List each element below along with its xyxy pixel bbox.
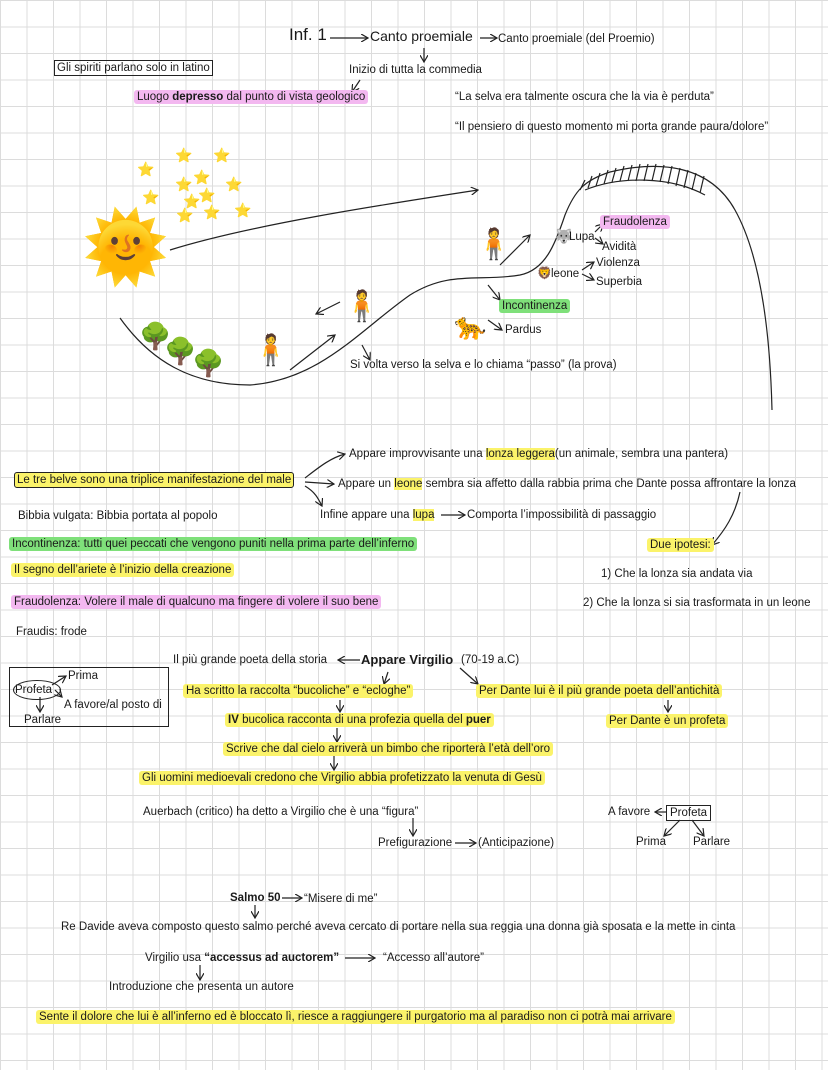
ariete-note: Il segno dell’ariete è l’inizio della creazione <box>11 563 234 577</box>
prefigurazione-note: Prefigurazione <box>378 837 453 849</box>
ipotesi-2: 2) Che la lonza si sia trasformata in un leone <box>583 597 811 609</box>
star-icon: ⭐ <box>142 189 160 205</box>
label-lupa: Lupa <box>569 231 595 243</box>
belve-lupa: Infine appare una lupa <box>320 509 435 521</box>
box-profeta: Profeta <box>15 684 53 696</box>
box-parlare: Parlare <box>24 714 62 726</box>
quote-selva: “La selva era talmente oscura che la via è perduta” <box>455 91 714 103</box>
box-favore: A favore/al posto di <box>64 699 162 711</box>
ipotesi-1: 1) Che la lonza sia andata via <box>601 568 753 580</box>
salmo-title: Salmo 50 <box>230 892 281 904</box>
medioevali-note: Gli uomini medioevali credono che Virgilio abbia profetizzato la venuta di Gesù <box>139 771 545 785</box>
arrow-rprofeta-prima <box>664 820 680 836</box>
arrow-rprofeta-parlare <box>692 820 704 836</box>
belve-main: Le tre belve sono una triplice manifestazione del male <box>14 472 294 488</box>
star-icon: ⭐ <box>234 202 252 218</box>
sun-icon: 🌞 <box>82 208 170 286</box>
leopard-icon: 🐆 <box>454 311 487 341</box>
star-icon: ⭐ <box>213 147 231 163</box>
dante-profeta-note: Per Dante è un profeta <box>606 714 728 728</box>
luogo-note: Luogo depresso dal punto di vista geologico <box>134 90 368 104</box>
appare-virgilio: Appare Virgilio <box>361 652 454 667</box>
right-favore: A favore <box>608 806 651 818</box>
arrow-lonza-ipotesi <box>712 492 740 545</box>
star-icon: ⭐ <box>225 176 243 192</box>
inizio-note: Inizio di tutta la commedia <box>349 64 482 76</box>
arrow-appare-dante <box>460 668 478 684</box>
arrow-leo-pardus <box>488 320 502 330</box>
bibbia-note: Bibbia vulgata: Bibbia portata al popolo <box>18 510 218 522</box>
person-icon: 🧍 <box>475 228 513 261</box>
star-icon: ⭐ <box>183 193 201 209</box>
tree-icon: 🌳 <box>164 336 197 366</box>
label-pardus: Pardus <box>505 324 542 336</box>
arrow-leone-sup <box>582 274 594 280</box>
iv-bucolica-note: IV bucolica racconta di una profezia quella del puer <box>225 713 494 727</box>
canto-detail: Canto proemiale (del Proemio) <box>498 33 655 45</box>
salmo-misere: “Misere di me” <box>304 893 378 905</box>
accesso-note: “Accesso all’autore” <box>383 952 484 964</box>
anticipazione-note: (Anticipazione) <box>478 837 555 849</box>
ipotesi-title: Due ipotesi: <box>647 538 714 552</box>
star-icon: ⭐ <box>175 147 193 163</box>
bimbo-note: Scrive che dal cielo arriverà un bimbo che riporterà l’età dell’oro <box>223 742 553 756</box>
wolf-icon: 🐺 <box>555 228 573 244</box>
si-volta-note: Si volta verso la selva e lo chiama “passo” (la prova) <box>350 359 617 371</box>
box-prima: Prima <box>68 670 99 682</box>
arrow-person-back <box>316 302 340 314</box>
arrow-belve-lupa <box>305 486 322 506</box>
davide-note: Re Davide aveva composto questo salmo perché aveva cercato di portare nella sua reggia una donna già sposata e la mette in cinta <box>61 921 736 933</box>
label-incontinenza: Incontinenza <box>499 299 570 313</box>
star-icon: ⭐ <box>198 187 216 203</box>
tree-icon: 🌳 <box>139 321 172 351</box>
auerbach-note: Auerbach (critico) ha detto a Virgilio che è una “figura” <box>143 806 419 818</box>
fraudolenza-def: Fraudolenza: Volere il male di qualcuno ma fingere di volere il suo bene <box>11 595 381 609</box>
label-violenza: Violenza <box>596 257 640 269</box>
star-icon: ⭐ <box>137 161 155 177</box>
spiriti-note: Gli spiriti parlano solo in latino <box>54 60 213 76</box>
sente-note: Sente il dolore che lui è all’inferno ed è bloccato lì, riesce a raggiungere il purgatorio ma al paradiso non ci potrà mai arrivare <box>36 1010 675 1024</box>
arrow-belve-leone <box>305 482 334 484</box>
person-icon: 🧍 <box>343 290 381 323</box>
incontinenza-def: Incontinenza: tutti quei peccati che vengono puniti nella prima parte dell’inferno <box>9 537 417 551</box>
fraudis-note: Fraudis: frode <box>16 626 87 638</box>
lion-icon: 🦁 <box>537 266 552 280</box>
star-icon: ⭐ <box>176 207 194 223</box>
introduzione-note: Introduzione che presenta un autore <box>109 981 294 993</box>
poeta-note: Il più grande poeta della storia <box>173 654 328 666</box>
mountain-top-hatch <box>580 164 705 195</box>
arrow-belve-lonza <box>305 454 345 478</box>
arrow-appare-raccolta <box>384 672 388 684</box>
label-superbia: Superbia <box>596 276 643 288</box>
star-icon: ⭐ <box>203 204 221 220</box>
raccolta-note: Ha scritto la raccolta “bucoliche” e “ecloghe” <box>183 684 413 698</box>
belve-lonza: Appare improvvisante una lonza leggera(un animale, sembra una pantera) <box>349 448 729 460</box>
arrow-sun <box>170 187 478 250</box>
arrow-person-1 <box>290 335 335 370</box>
virgilio-date: (70-19 a.C) <box>461 654 520 666</box>
belve-leone: Appare un leone sembra sia affetto dalla rabbia prima che Dante possa affrontare la lonza <box>338 478 796 490</box>
label-leone: leone <box>551 268 580 280</box>
arrow-leone-viol <box>582 262 594 270</box>
quote-pensiero: “Il pensiero di questo momento mi porta grande paura/dolore” <box>455 121 769 133</box>
belve-comporta: Comporta l’impossibilità di passaggio <box>467 509 657 521</box>
right-prima: Prima <box>636 836 667 848</box>
arrow-to-incont <box>488 285 500 300</box>
star-icon: ⭐ <box>193 169 211 185</box>
dante-poeta-note: Per Dante lui è il più grande poeta dell’antichità <box>476 684 722 698</box>
label-fraudolenza: Fraudolenza <box>600 215 670 229</box>
accessus-note: Virgilio usa “accessus ad auctorem” <box>145 952 340 964</box>
page-title: Inf. 1 <box>289 25 327 44</box>
right-profeta: Profeta <box>666 805 711 821</box>
canto-label: Canto proemiale <box>370 28 473 44</box>
label-avidita: Avidità <box>602 241 637 253</box>
person-icon: 🧍 <box>252 334 290 367</box>
tree-icon: 🌳 <box>192 348 225 378</box>
star-icon: ⭐ <box>175 176 193 192</box>
right-parlare: Parlare <box>693 836 731 848</box>
